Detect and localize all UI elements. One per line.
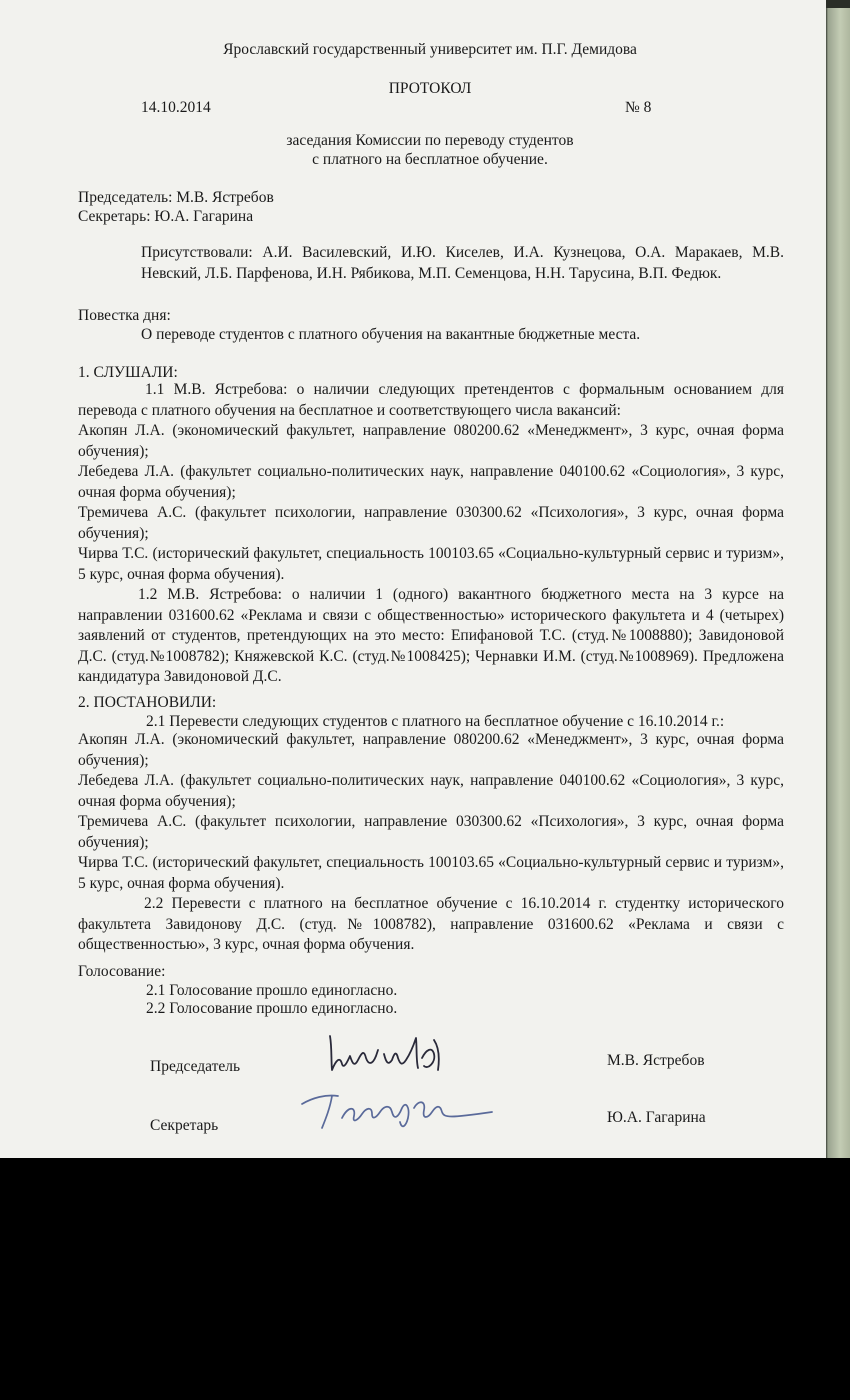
resolved-student-4: Чирва Т.С. (исторический факультет, специальность 100103.65 «Социально-культурный сервис и туризм», 5 курс, очная форма обучения).	[78, 854, 784, 892]
heard-student-2: Лебедева Л.А. (факультет социально-политических наук, направление 040100.62 «Социология», 3 курс, очная форма обучения);	[78, 463, 784, 501]
secretary-line: Секретарь: Ю.А. Гагарина	[78, 208, 254, 225]
scan-edge-corner	[826, 0, 850, 8]
resolved-item-2-1: 2.1 Перевести следующих студентов с платного на бесплатное обучение с 16.10.2014 г.:	[146, 713, 725, 730]
secretary-signature	[292, 1078, 502, 1134]
heard-item-1-2: 1.2 М.В. Ястребова: о наличии 1 (одного) вакантного бюджетного места на 3 курсе на направлении 031600.62 «Реклама и связи с общественностью» исторического факультета и 4 (четырех) заявлений от студентов, претендующих на это место: Епифановой Т.С. (студ.№1008880); Завидоновой Д.С. (студ.№1008782); Княжевской К.С. (студ.№1008425); Чернавки И.М. (студ.№1008969). Предложена кандидатура Завидоновой Д.С.	[78, 586, 784, 685]
chair-line: Председатель: М.В. Ястребов	[78, 189, 274, 206]
resolved-student-2: Лебедева Л.А. (факультет социально-политических наук, направление 040100.62 «Социология», 3 курс, очная форма обучения);	[78, 772, 784, 810]
voting-result-2: 2.2 Голосование прошло единогласно.	[146, 1000, 398, 1017]
agenda-heading: Повестка дня:	[78, 307, 171, 324]
heard-student-3: Тремичева А.С. (факультет психологии, направление 030300.62 «Психология», 3 курс, очная форма обучения);	[78, 504, 784, 542]
chair-name: М.В. Ястребов	[607, 1052, 705, 1069]
secretary-role-label: Секретарь	[150, 1117, 219, 1134]
subject-line-2: с платного на бесплатное обучение.	[312, 151, 548, 168]
heard-heading: 1. СЛУШАЛИ:	[78, 364, 178, 381]
resolved-student-1: Акопян Л.А. (экономический факультет, направление 080200.62 «Менеджмент», 3 курс, очная форма обучения);	[78, 731, 784, 769]
chair-role-label: Председатель	[150, 1058, 241, 1075]
heard-student-4: Чирва Т.С. (исторический факультет, специальность 100103.65 «Социально-культурный сервис и туризм», 5 курс, очная форма обучения).	[78, 545, 784, 583]
heard-item-1-1: 1.1 М.В. Ястребова: о наличии следующих претендентов с формальным основанием для перевода с платного обучения на бесплатное и соответствующего числа вакансий:	[78, 381, 784, 419]
subject-line-1: заседания Комиссии по переводу студентов	[286, 132, 574, 149]
agenda-item: О переводе студентов с платного обучения на вакантные бюджетные места.	[141, 326, 641, 343]
document-date: 14.10.2014	[141, 99, 211, 116]
document-number: № 8	[625, 99, 652, 116]
voting-result-1: 2.1 Голосование прошло единогласно.	[146, 982, 398, 999]
resolved-heading: 2. ПОСТАНОВИЛИ:	[78, 694, 217, 711]
document-title: ПРОТОКОЛ	[388, 80, 472, 97]
scan-edge	[826, 0, 850, 1158]
heard-student-1: Акопян Л.А. (экономический факультет, направление 080200.62 «Менеджмент», 3 курс, очная форма обучения);	[78, 422, 784, 460]
secretary-name: Ю.А. Гагарина	[607, 1109, 706, 1126]
university-name: Ярославский государственный университет им. П.Г. Демидова	[223, 41, 637, 58]
chair-signature	[322, 1030, 452, 1078]
resolved-item-2-2: 2.2 Перевести с платного на бесплатное обучение с 16.10.2014 г. студентку исторического факультета Завидонову Д.С. (студ.№1008782), направление 031600.62 «Реклама и связи с общественностью», 3 курс, очная форма обучения.	[78, 895, 784, 953]
resolved-student-3: Тремичева А.С. (факультет психологии, направление 030300.62 «Психология», 3 курс, очная форма обучения);	[78, 813, 784, 851]
voting-heading: Голосование:	[78, 963, 166, 980]
present-list: Присутствовали: А.И. Василевский, И.Ю. Киселев, И.А. Кузнецова, О.А. Маракаев, М.В. Невский, Л.Б. Парфенова, И.Н. Рябикова, М.П. Семенцова, Н.Н. Тарусина, В.П. Федюк.	[141, 244, 784, 282]
